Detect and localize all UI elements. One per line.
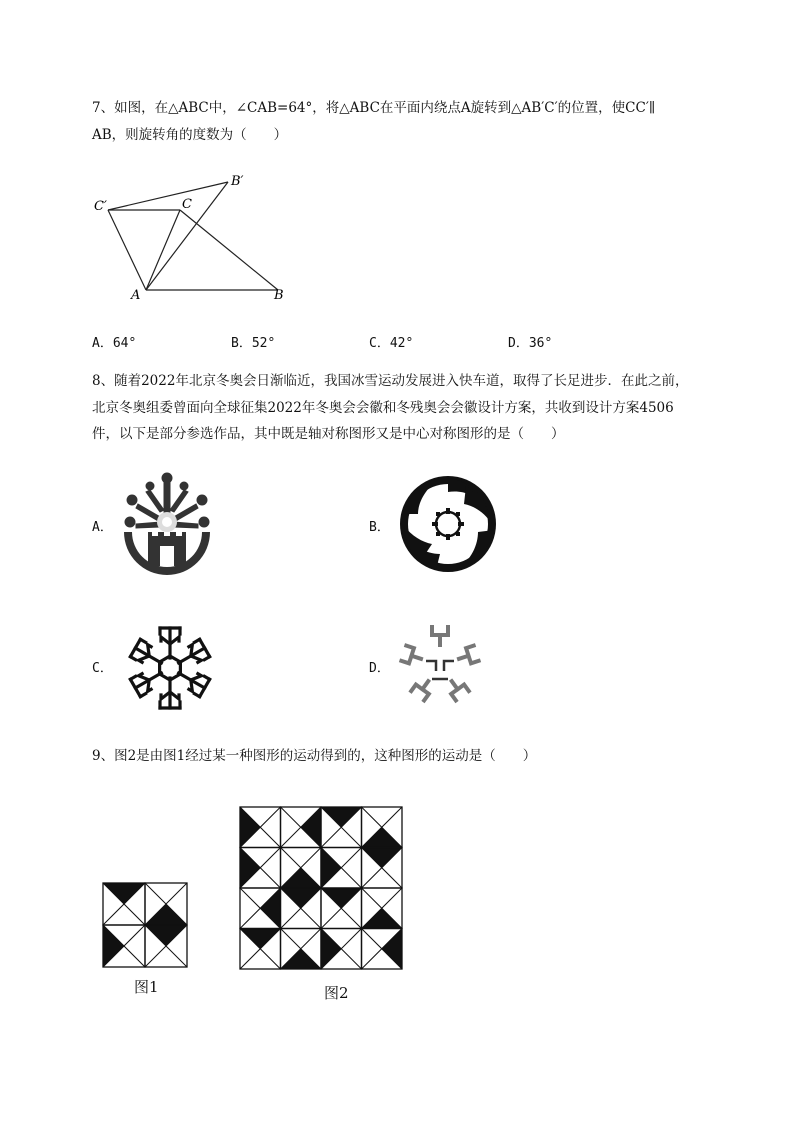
q9-stem-line1: 9、图2是由图1经过某一种图形的运动得到的，这种图形的运动是（ ）: [92, 748, 537, 764]
dark-triangle: [103, 883, 145, 904]
q7-stem-line1: 7、如图，在△ABC中，∠CAB=64°，将△ABC在平面内绕点A旋转到△AB′C′的位置，使CC′∥: [92, 100, 656, 116]
q8-option-b-emblem[interactable]: [396, 474, 500, 574]
q7-option-d[interactable]: D．36°: [508, 336, 553, 351]
dark-triangle: [240, 807, 260, 848]
q8-option-b-label[interactable]: B．: [369, 520, 390, 535]
q7-option-a[interactable]: A．64°: [92, 336, 137, 351]
label-B: B: [274, 288, 284, 303]
segment-AC-prime: [108, 210, 146, 290]
dark-triangle: [103, 925, 124, 967]
q7-option-c[interactable]: C．42°: [369, 336, 414, 351]
dark-triangle: [321, 888, 362, 908]
dark-triangle: [321, 807, 362, 827]
q7-stem-line2: AB，则旋转角的度数为（ ）: [92, 127, 288, 143]
dark-triangle: [281, 949, 322, 969]
dark-triangle: [145, 925, 187, 946]
dark-triangle: [301, 807, 321, 848]
dark-triangle: [382, 929, 402, 970]
label-C-prime: C′: [94, 199, 107, 214]
label-C: C: [182, 197, 192, 212]
q8-option-a-emblem[interactable]: [118, 470, 216, 578]
q9-figure-1-grid: [102, 882, 188, 966]
dark-triangle: [321, 848, 341, 889]
dark-triangle: [240, 929, 281, 949]
segment-AC: [146, 210, 180, 290]
dark-triangle: [321, 929, 341, 970]
q7-option-b[interactable]: B．52°: [231, 336, 276, 351]
dark-triangle: [281, 888, 322, 908]
dark-triangle: [281, 868, 322, 888]
q7-triangle-figure: [90, 170, 300, 310]
q8-option-d-label[interactable]: D．: [369, 661, 390, 676]
dark-triangle: [145, 904, 187, 925]
q8-option-c-emblem[interactable]: [120, 620, 220, 716]
q8-option-a-label[interactable]: A．: [92, 520, 113, 535]
q8-stem-line2: 北京冬奥组委曾面向全球征集2022年冬奥会会徽和冬残奥会会徽设计方案，共收到设计方案4506: [92, 400, 674, 416]
label-A: A: [131, 288, 141, 303]
q8-option-d-emblem[interactable]: [392, 620, 488, 710]
dark-triangle: [362, 827, 403, 847]
dark-triangle: [362, 908, 403, 928]
dark-triangle: [260, 888, 280, 929]
q8-stem-line3: 件，以下是部分参选作品，其中既是轴对称图形又是中心对称图形的是（ ）: [92, 426, 565, 442]
q9-figure-2-caption: 图2: [324, 984, 349, 1002]
q9-figure-1-caption: 图1: [134, 978, 159, 996]
dark-triangle: [362, 848, 403, 868]
q8-option-c-label[interactable]: C．: [92, 661, 113, 676]
segment-CB: [180, 210, 278, 290]
label-B-prime: B′: [231, 174, 244, 189]
q9-figure-2-grid: [239, 806, 404, 972]
q8-stem-line1: 8、随着2022年北京冬奥会日渐临近，我国冰雪运动发展进入快车道，取得了长足进步．在此之前，: [92, 373, 689, 389]
dark-triangle: [240, 848, 260, 889]
